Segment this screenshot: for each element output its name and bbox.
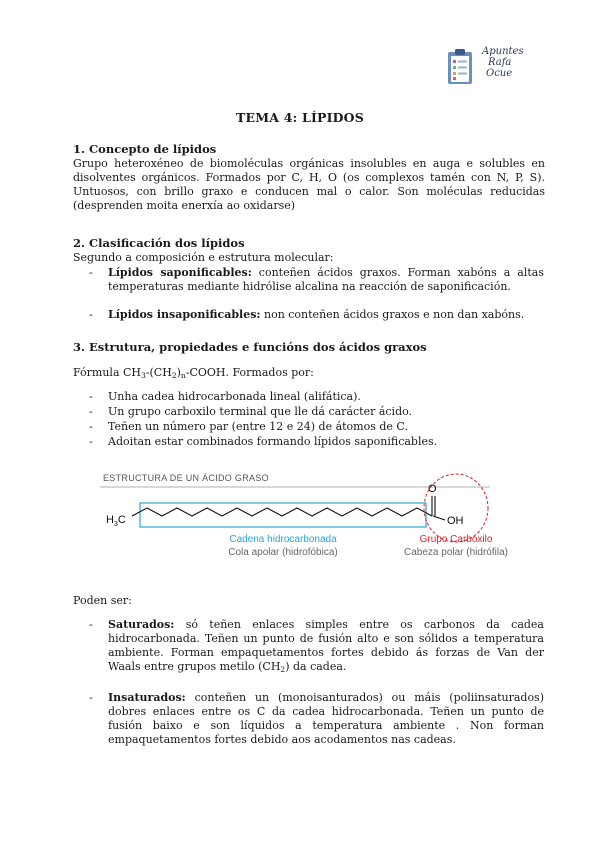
- logo-text: [482, 46, 524, 79]
- section-2-intro: Segundo a composición e estrutura molecular:: [73, 251, 334, 264]
- list-item: Teñen un número par (entre 12 e 24) de átomos de C.: [108, 420, 408, 433]
- fatty-acid-formula: Fórmula $CH_3-(CH_2)_n$-COOH. Formados por:: [73, 366, 314, 380]
- list-item-saponificables: [108, 266, 544, 294]
- hydrocarbon-chain: [132, 508, 432, 516]
- item-bold-label: Lípidos saponificables:: [108, 266, 252, 279]
- item-text: conteñen ácidos graxos. Forman xabóns a altas temperaturas mediante hidrólise alcalina na reacción de saponificación.: [108, 266, 544, 293]
- list-item-saturados: [108, 618, 544, 674]
- fatty-acid-diagram: [90, 468, 510, 578]
- item-tail: ) da cadea.: [285, 660, 347, 673]
- logo-line-1: Apuntes: [482, 46, 524, 57]
- types-intro: Poden ser:: [73, 594, 132, 607]
- list-bullet: -: [89, 405, 93, 418]
- formula-sub-n: n: [180, 371, 186, 380]
- brand-logo: [446, 44, 556, 96]
- item-text: conteñen un (monoisanturados) ou máis (poliinsaturados) dobres enlaces entre os C da cadea hidrocarbonada. Teñen un punto de fusión baixo e son líquidos a temperatura ambiente . Non forman empaquetamentos fortes debido aos acodamentos nas cadeas.: [108, 691, 544, 746]
- list-item: Unha cadea hidrocarbonada lineal (alifática).: [108, 390, 361, 403]
- formula-suffix: -COOH. Formados por:: [185, 366, 314, 379]
- list-bullet: -: [89, 266, 93, 279]
- list-bullet: -: [89, 390, 93, 403]
- hydroxyl-bond: [433, 516, 445, 520]
- fatty-acid-structure-svg: [90, 468, 510, 578]
- list-bullet: -: [89, 420, 93, 433]
- item-sub: 2: [280, 665, 286, 674]
- list-item-insaturados: [108, 691, 544, 747]
- item-bold-label: Lípidos insaponificables:: [108, 308, 261, 321]
- list-bullet: -: [89, 618, 93, 631]
- hydroxyl-label: OH: [447, 515, 464, 527]
- formula-prefix: Fórmula CH: [73, 366, 142, 379]
- formula-sub-2: 2: [171, 371, 177, 380]
- formula-sub-3: 3: [141, 371, 146, 380]
- clipboard-icon: [446, 48, 476, 86]
- group-sublabel: Cabeza polar (hidrófila): [404, 547, 508, 558]
- item-bold-label: Insaturados:: [108, 691, 186, 704]
- list-item: Adoitan estar combinados formando lípidos saponificables.: [108, 435, 438, 448]
- item-text: non conteñen ácidos graxos e non dan xabóns.: [260, 308, 525, 321]
- formula-mid: -(CH: [145, 366, 172, 379]
- logo-line-2: Rafa: [488, 57, 512, 68]
- list-bullet: -: [89, 308, 93, 321]
- list-item-insaponificables: [108, 308, 544, 322]
- section-3-heading: 3. Estrutura, propiedades e funcións dos ácidos graxos: [73, 340, 427, 354]
- list-bullet: -: [89, 691, 93, 704]
- chain-label: Cadena hidrocarbonada: [229, 534, 337, 545]
- section-1-heading: 1. Concepto de lípidos: [73, 142, 217, 156]
- page-title: TEMA 4: LÍPIDOS: [235, 110, 365, 125]
- list-item: Un grupo carboxilo terminal que lle dá carácter ácido.: [108, 405, 413, 418]
- section-2-heading: 2. Clasificación dos lípidos: [73, 236, 245, 250]
- diagram-title: ESTRUCTURA DE UN ÁCIDO GRASO: [103, 473, 269, 483]
- item-bold-label: Saturados:: [108, 618, 175, 631]
- section-1-paragraph: Grupo heteroxéneo de biomoléculas orgánicas insolubles en auga e solubles en disolventes orgánicos. Formados por C, H, O (os complexos tamén con N, P, S). Untuosos, con brillo graxo e conducen mal o calor. Son moléculas reducidas (desprenden moita enerxía ao oxidarse): [73, 157, 545, 212]
- list-bullet: -: [89, 435, 93, 448]
- logo-line-3: Ocue: [486, 68, 513, 79]
- oxygen-label: O: [428, 483, 437, 495]
- methyl-label: $H_3C$: [106, 514, 126, 528]
- chain-sublabel: Cola apolar (hidrofóbica): [228, 547, 338, 558]
- item-text: só teñen enlaces simples entre os carbonos da cadea hidrocarbonada. Teñen un punto de fusión alto e son sólidos a temperatura ambiente. Forman empaquetamentos fortes debido ás forzas de Van der Waals entre grupos metilo (CH: [108, 618, 544, 673]
- group-label: Grupo Carboxilo: [419, 534, 493, 545]
